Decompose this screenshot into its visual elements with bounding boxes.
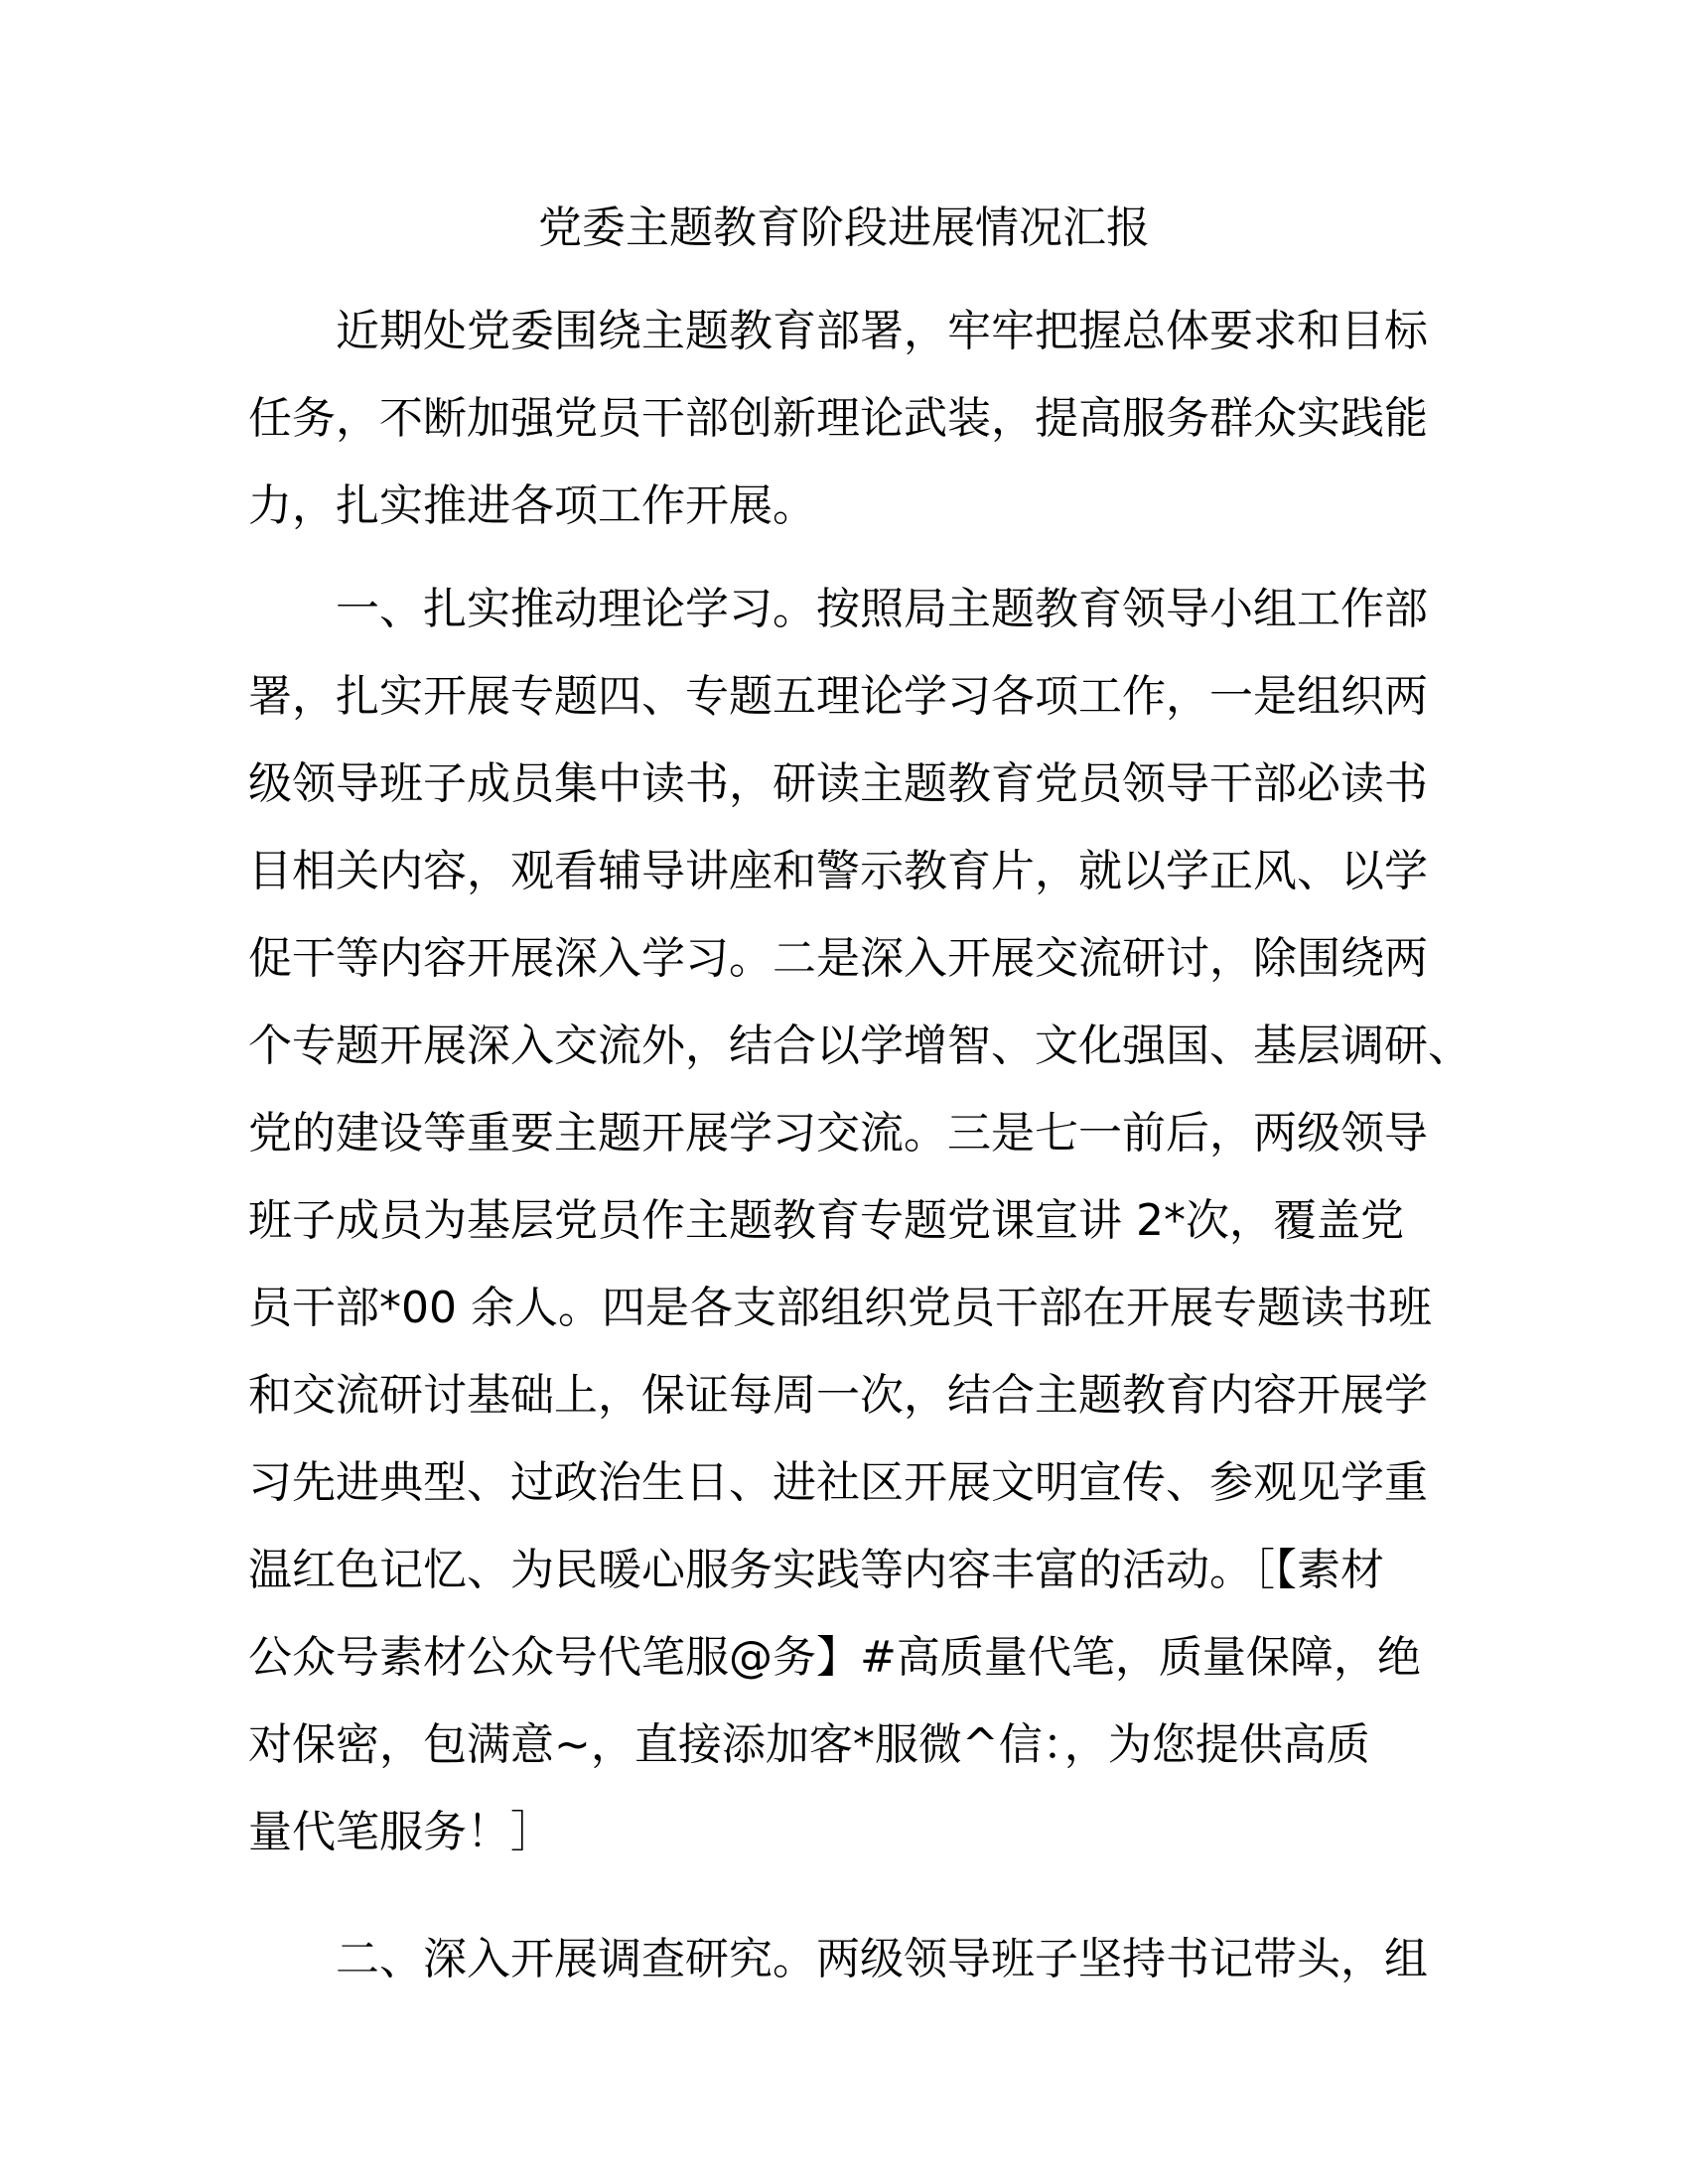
paragraph-theory-study [248, 566, 1472, 1876]
paragraph-line: 二、深入开展调查研究。两级领导班子坚持书记带头，组 [336, 1934, 1428, 1984]
page-title: 党委主题教育阶段进展情况汇报 [538, 203, 1150, 253]
paragraph-line: 任务，不断加强党员干部创新理论武装，提高服务群众实践能 [248, 393, 1428, 444]
paragraph-intro [248, 288, 1440, 550]
paragraph-line: 署，扎实开展专题四、专题五理论学习各项工作，一是组织两 [248, 671, 1428, 722]
paragraph-line: 公众号素材公众号代笔服@务】#高质量代笔，质量保障，绝 [248, 1632, 1421, 1683]
paragraph-line: 温红色记忆、为民暖心服务实践等内容丰富的活动。［【素材 [248, 1545, 1384, 1595]
paragraph-line: 一、扎实推动理论学习。按照局主题教育领导小组工作部 [336, 584, 1428, 634]
paragraph-line: 和交流研讨基础上，保证每周一次，结合主题教育内容开展学 [248, 1370, 1428, 1421]
paragraph-line: 目相关内容，观看辅导讲座和警示教育片，就以学正风、以学 [248, 846, 1428, 896]
paragraph-line: 对保密，包满意~，直接添加客*服微^信：，为您提供高质 [248, 1719, 1370, 1770]
paragraph-line: 个专题开展深入交流外，结合以学增智、文化强国、基层调研、 [248, 1021, 1472, 1071]
paragraph-line: 力，扎实推进各项工作开展。 [248, 480, 816, 531]
paragraph-line: 级领导班子成员集中读书，研读主题教育党员领导干部必读书 [248, 758, 1428, 809]
paragraph-line: 习先进典型、过政治生日、进社区开展文明宣传、参观见学重 [248, 1457, 1428, 1508]
paragraph-line: 近期处党委围绕主题教育部署，牢牢把握总体要求和目标 [336, 306, 1428, 356]
paragraph-line: 党的建设等重要主题开展学习交流。三是七一前后，两级领导 [248, 1108, 1428, 1159]
paragraph-line: 促干等内容开展深入学习。二是深入开展交流研讨，除围绕两 [248, 933, 1428, 984]
paragraph-research [248, 1916, 1440, 2003]
paragraph-line: 班子成员为基层党员作主题教育专题党课宣讲 2*次，覆盖党 [248, 1195, 1404, 1246]
paragraph-line: 量代笔服务！］ [248, 1807, 554, 1857]
paragraph-line: 员干部*00 余人。四是各支部组织党员干部在开展专题读书班 [248, 1283, 1432, 1333]
